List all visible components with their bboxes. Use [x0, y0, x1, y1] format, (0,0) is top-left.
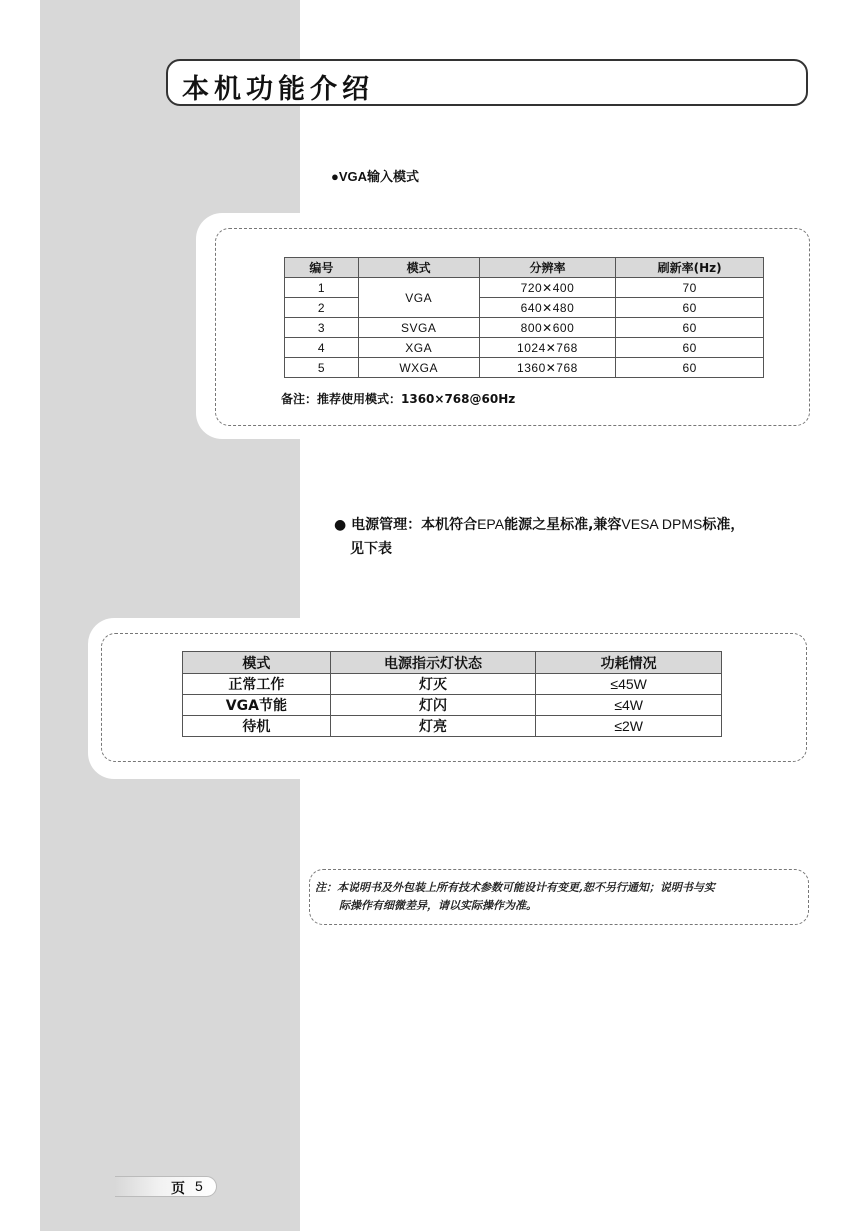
- row-number: 1: [285, 278, 359, 298]
- led-state-cell: 灯闪: [330, 695, 536, 716]
- led-state-cell: 灯亮: [330, 716, 536, 737]
- resolution-cell: 1024✕768: [479, 338, 616, 358]
- row-number: 3: [285, 318, 359, 338]
- table-row: [285, 298, 764, 318]
- disclaimer-note: [315, 879, 807, 915]
- vga-mode-table: [284, 257, 764, 378]
- power-text-part: 标准，: [702, 517, 745, 533]
- page-number: 5: [195, 1178, 203, 1194]
- mode-cell: 待机: [183, 716, 331, 737]
- power-text-part: EPA: [477, 516, 505, 532]
- bullet: ●: [334, 517, 347, 533]
- power-text-part: VESA DPMS: [621, 516, 703, 532]
- row-number: 2: [285, 298, 359, 318]
- page-number-tab: [115, 1176, 217, 1197]
- table-row: [285, 358, 764, 378]
- table-row: [183, 716, 722, 737]
- table-row: [183, 695, 722, 716]
- power-management-text: [334, 512, 804, 561]
- column-header: 编号: [285, 258, 359, 278]
- mode-cell: XGA: [358, 338, 479, 358]
- power-cell: ≤2W: [536, 716, 722, 737]
- title-box: [166, 59, 808, 106]
- row-number: 5: [285, 358, 359, 378]
- page-title: 本机功能介绍: [182, 74, 374, 105]
- table-row: [285, 318, 764, 338]
- column-header: 刷新率(Hz): [616, 258, 764, 278]
- power-cell: ≤45W: [536, 674, 722, 695]
- mode-cell: WXGA: [358, 358, 479, 378]
- power-state-table: [182, 651, 722, 737]
- mode-cell: SVGA: [358, 318, 479, 338]
- refresh-cell: 60: [616, 358, 764, 378]
- vga-section-heading: ●VGA输入模式: [331, 169, 420, 184]
- table-row: [183, 674, 722, 695]
- mode-cell: VGA: [358, 278, 479, 318]
- refresh-cell: 60: [616, 318, 764, 338]
- disclaimer-note-box: [309, 869, 809, 925]
- table-row: [285, 278, 764, 298]
- resolution-cell: 720✕400: [479, 278, 616, 298]
- resolution-cell: 1360✕768: [479, 358, 616, 378]
- note-line: 际操作有细微差异，请以实际操作为准。: [339, 899, 537, 912]
- mode-cell: VGA节能: [183, 695, 331, 716]
- resolution-cell: 800✕600: [479, 318, 616, 338]
- table-header-row: [285, 258, 764, 278]
- led-state-cell: 灯灭: [330, 674, 536, 695]
- column-header: 模式: [183, 652, 331, 674]
- refresh-cell: 70: [616, 278, 764, 298]
- mode-cell: 正常工作: [183, 674, 331, 695]
- power-text-part: 能源之星标准,兼容: [504, 517, 622, 533]
- refresh-cell: 60: [616, 298, 764, 318]
- table-header-row: [183, 652, 722, 674]
- row-number: 4: [285, 338, 359, 358]
- resolution-cell: 640✕480: [479, 298, 616, 318]
- page-label: 页: [171, 1181, 185, 1197]
- column-header: 功耗情况: [536, 652, 722, 674]
- refresh-cell: 60: [616, 338, 764, 358]
- column-header: 分辨率: [479, 258, 616, 278]
- column-header: 模式: [358, 258, 479, 278]
- column-header: 电源指示灯状态: [330, 652, 536, 674]
- note-line: 注：本说明书及外包装上所有技术参数可能设计有变更,恕不另行通知；说明书与实: [315, 881, 715, 894]
- table-row: [285, 338, 764, 358]
- side-band: [40, 0, 300, 1231]
- power-text-line2: 见下表: [350, 541, 392, 557]
- vga-remark: 备注：推荐使用模式：1360×768@60Hz: [281, 392, 516, 406]
- power-text-part: 电源管理：本机符合: [351, 517, 478, 533]
- power-cell: ≤4W: [536, 695, 722, 716]
